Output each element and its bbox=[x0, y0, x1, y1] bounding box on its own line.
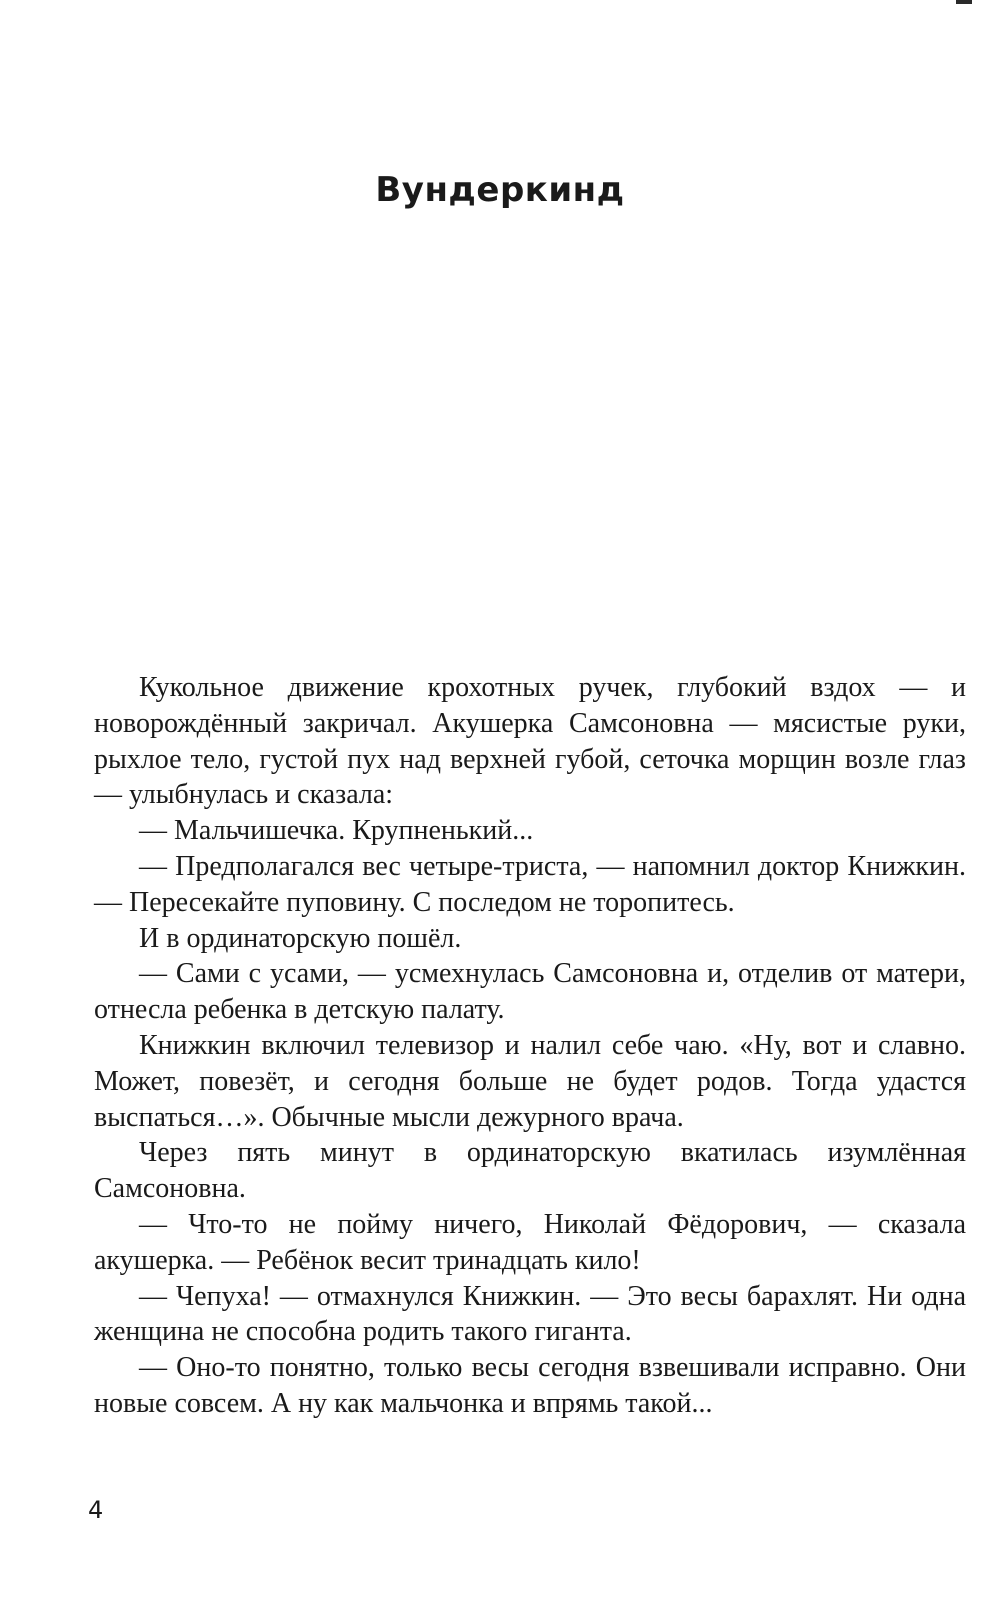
paragraph: Кукольное движение крохотных ручек, глубокий вздох — и новорождённый закричал. Акушерка Самсоновна — мясистые руки, рыхлое тело, густой пух над верхней губой, сеточка морщин возле глаз — улыбнулась и сказала: bbox=[94, 672, 966, 811]
paragraph: — Мальчишечка. Крупненький... bbox=[139, 815, 534, 847]
paragraph: И в ординаторскую пошёл. bbox=[139, 922, 462, 954]
paragraph: — Оно-то понятно, только весы сегодня взвешивали исправно. Они новые совсем. А ну как мальчонка и впрямь такой... bbox=[94, 1352, 966, 1419]
paragraph: — Сами с усами, — усмехнулась Самсоновна и, отделив от матери, отнесла ребенка в детскую палату. bbox=[94, 958, 966, 1026]
paragraph: — Предполагался вес четыре-триста, — напомнил доктор Книжкин. — Пересекайте пуповину. С последом не торопитесь. bbox=[94, 850, 966, 918]
page-number: 4 bbox=[88, 1496, 104, 1524]
paragraph: — Чепуха! — отмахнулся Книжкин. — Это весы барахлят. Ни одна женщина не способна родить такого гиганта. bbox=[94, 1280, 966, 1348]
page-corner-mark bbox=[956, 0, 972, 4]
paragraph: — Что-то не пойму ничего, Николай Фёдорович, — сказала акушерка. — Ребёнок весит тринадцать кило! bbox=[94, 1208, 966, 1276]
paragraph: Через пять минут в ординаторскую вкатилась изумлённая Самсоновна. bbox=[94, 1137, 966, 1205]
paragraph: Книжкин включил телевизор и налил себе чаю. «Ну, вот и славно. Может, повезёт, и сегодня больше не будет родов. Тогда удастся выспаться…». Обычные мысли дежурного врача. bbox=[94, 1029, 966, 1133]
chapter-title: Вундеркинд bbox=[375, 170, 625, 210]
chapter-text bbox=[94, 670, 966, 1422]
